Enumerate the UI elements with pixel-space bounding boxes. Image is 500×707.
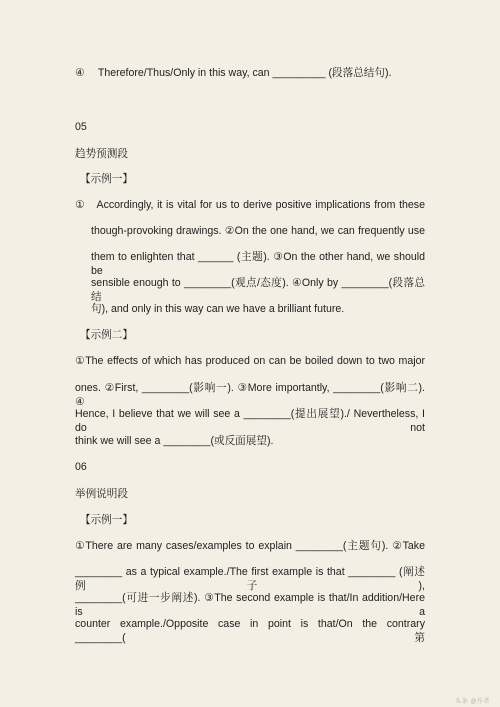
paragraph-line: ① Accordingly, it is vital for us to derive positive implications from these [75, 199, 425, 211]
section-title-trend-prediction: 趋势预测段 [75, 148, 128, 160]
paragraph-line: sensible enough to ________(观点/态度). ④Only by ________(段落总结 [91, 277, 425, 303]
example-label-2: 【示例二】 [80, 329, 133, 341]
paragraph-line: ________(可进一步阐述). ③The second example is that/In addition/Here is a [75, 592, 425, 618]
example-label-1: 【示例一】 [80, 173, 133, 185]
watermark: 头条 @作者 [455, 699, 490, 705]
paragraph-line: 句), and only in this way can we have a brilliant future. [91, 303, 345, 315]
example-label-1: 【示例一】 [80, 514, 133, 526]
template-sentence-4: ④ Therefore/Thus/Only in this way, can _________ (段落总结句). [75, 67, 392, 79]
section-number-06: 06 [75, 461, 87, 473]
paragraph-line: think we will see a ________(或反面展望). [75, 435, 274, 447]
section-number-05: 05 [75, 121, 87, 133]
paragraph-line: ones. ②First, ________(影响一). ③More importantly, ________(影响二). ④ [75, 382, 425, 408]
paragraph-line: ①There are many cases/examples to explain ________(主题句). ②Take [75, 540, 425, 552]
paragraph-line: though-provoking drawings. ②On the one hand, we can frequently use [91, 225, 425, 237]
paragraph-line: Hence, I believe that we will see a ________(提出展望)./ Nevertheless, I do not [75, 408, 425, 434]
paragraph-line: ①The effects of which has produced on can be boiled down to two major [75, 355, 425, 367]
section-title-example-illustration: 举例说明段 [75, 488, 128, 500]
paragraph-line: them to enlighten that ______ (主题). ③On the other hand, we should be [91, 251, 425, 277]
paragraph-line: counter example./Opposite case in point is that/On the contrary ________(第 [75, 618, 425, 644]
paragraph-line: ________ as a typical example./The first example is that ________ (阐述例子), [75, 566, 425, 592]
